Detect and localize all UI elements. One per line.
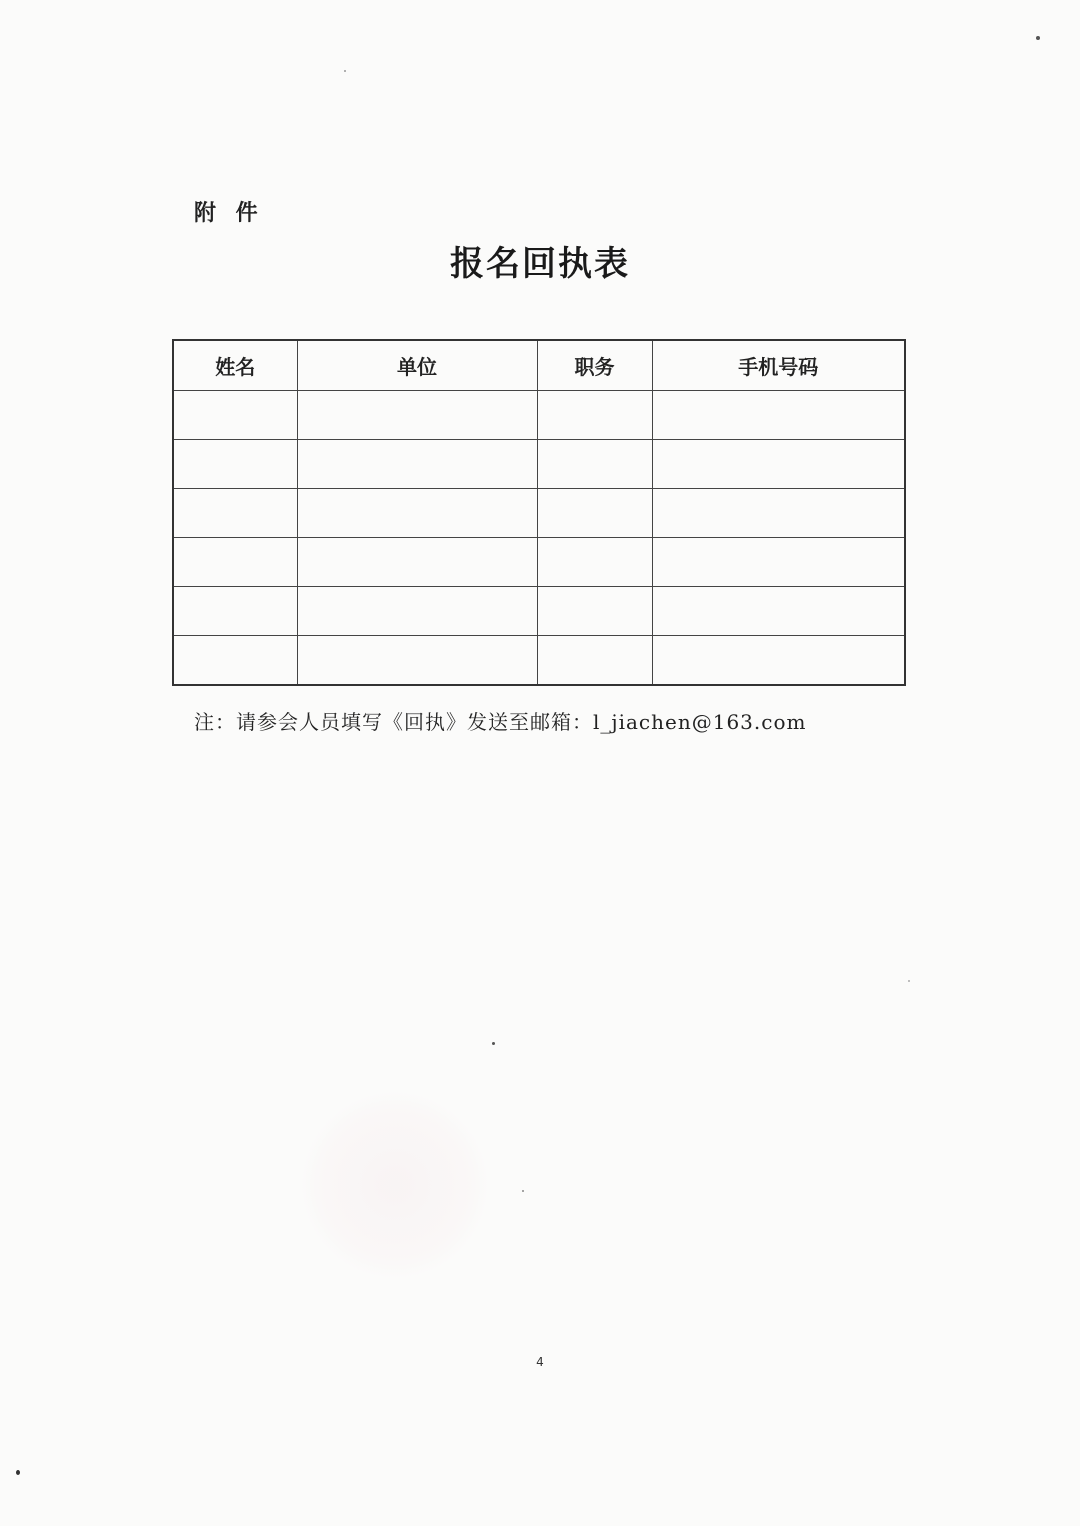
table-cell [537,587,652,636]
header-name: 姓名 [173,340,297,391]
table-row [173,489,905,538]
table-cell [652,538,905,587]
table-cell [652,587,905,636]
table-cell [652,440,905,489]
table-cell [652,391,905,440]
faded-stamp-mark [300,1090,490,1280]
table-cell [297,440,537,489]
header-organization: 单位 [297,340,537,391]
scan-speck [908,980,910,982]
table-cell [652,489,905,538]
header-phone: 手机号码 [652,340,905,391]
attachment-label: 附 件 [194,201,264,226]
table-cell [297,636,537,686]
table-cell [297,489,537,538]
table-cell [173,587,297,636]
table-cell [173,636,297,686]
registration-table [172,339,906,686]
table-cell [537,538,652,587]
scan-speck [492,1042,495,1045]
document-title: 报名回执表 [450,244,630,284]
table-cell [173,440,297,489]
header-position: 职务 [537,340,652,391]
table-cell [537,440,652,489]
table-row [173,587,905,636]
scan-speck [1036,36,1040,40]
table-cell [537,636,652,686]
table-cell [652,636,905,686]
table-cell [537,391,652,440]
table-header-row [173,340,905,391]
table-row [173,538,905,587]
table-row [173,636,905,686]
table-row [173,440,905,489]
scan-speck [16,1470,20,1475]
table-cell [537,489,652,538]
table-row [173,391,905,440]
table-cell [297,538,537,587]
submission-note: 注：请参会人员填写《回执》发送至邮箱：l_jiachen@163.com [194,710,807,734]
table-cell [173,391,297,440]
scan-speck [344,70,346,72]
table-cell [173,489,297,538]
table-cell [297,391,537,440]
page-number: 4 [536,1355,544,1369]
scan-speck [522,1190,524,1192]
table-cell [173,538,297,587]
table-cell [297,587,537,636]
table-body [173,391,905,686]
